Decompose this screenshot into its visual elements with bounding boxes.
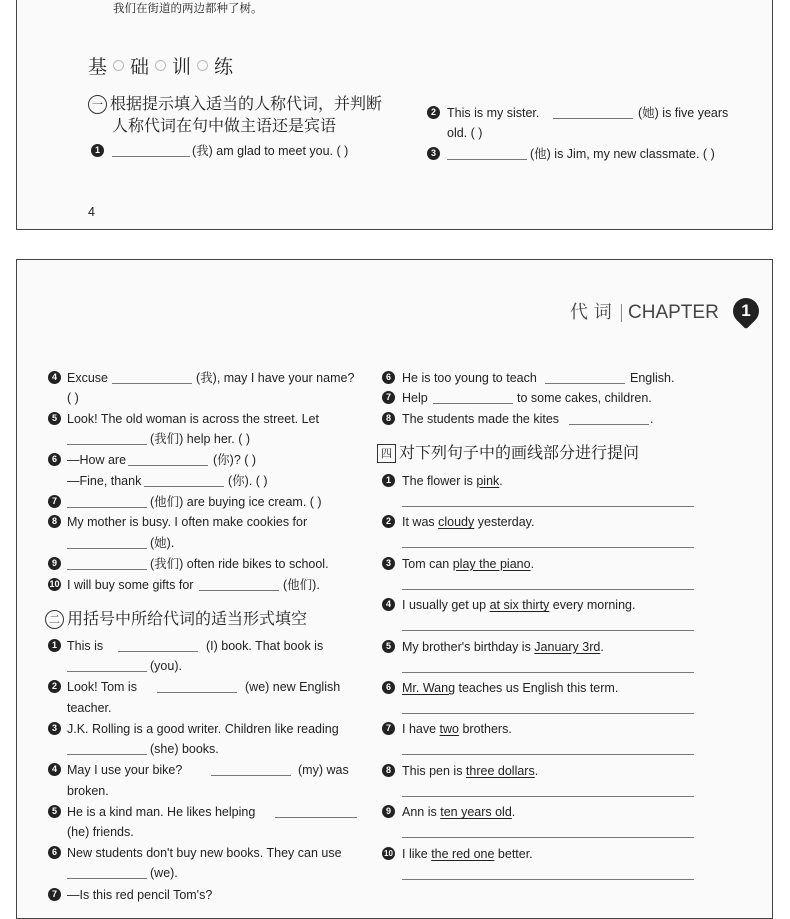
question-text: to some cakes, children.	[517, 391, 652, 405]
sentence-text: yesterday.	[474, 515, 535, 530]
question-text: (我), may I have your name?	[196, 371, 355, 385]
question-text: (她) is five years	[638, 106, 729, 120]
page-top	[16, 0, 773, 230]
answer-blank[interactable]	[157, 692, 237, 693]
underlined-phrase: pink	[476, 474, 500, 488]
question-text: (you).	[150, 659, 182, 673]
chapter-topic: 代 词	[570, 302, 612, 323]
section-title-text: 用括号中所给代词的适当形式填空	[67, 609, 308, 628]
question-sentence	[402, 473, 503, 489]
question-text: —Is this red pencil Tom's?	[67, 888, 213, 902]
sentence-text: .	[600, 639, 604, 654]
question-sentence	[402, 639, 604, 655]
answer-blank[interactable]	[275, 817, 357, 818]
answer-blank[interactable]	[447, 159, 527, 160]
dot-icon	[113, 60, 124, 71]
question-number: 5	[382, 640, 395, 653]
basic-training-heading	[88, 55, 233, 79]
question-text: (他们).	[283, 578, 320, 592]
dot-icon	[155, 60, 166, 71]
answer-blank[interactable]	[199, 590, 279, 591]
question-number: 8	[382, 764, 395, 777]
question-number: 1	[91, 144, 104, 157]
answer-blank[interactable]	[67, 444, 147, 445]
question-number: 9	[48, 557, 61, 570]
question-number: 1	[382, 474, 395, 487]
question-text: (we).	[150, 866, 178, 880]
question-text: —Fine, thank	[67, 474, 142, 488]
underlined-phrase: the red one	[431, 846, 495, 861]
sentence-text: every morning.	[549, 598, 636, 613]
question-number: 7	[382, 722, 395, 735]
question-number: 8	[382, 412, 395, 425]
underlined-phrase: ten years old	[440, 805, 512, 820]
heading-char: 基	[88, 56, 108, 78]
answer-line[interactable]	[402, 672, 694, 673]
answer-blank[interactable]	[433, 403, 513, 404]
question-text: Help	[402, 391, 428, 405]
question-number: 8	[48, 515, 61, 528]
section-marker: 一	[88, 95, 107, 114]
underlined-phrase: January 3rd	[534, 639, 601, 654]
section-1-title-line2: 人称代词在句中做主语还是宾语	[112, 116, 337, 135]
sentence-text: Ann is	[402, 805, 441, 820]
sentence-text: better.	[494, 846, 533, 861]
question-text: Look! The old woman is across the street. Let	[67, 412, 319, 426]
section-1-title	[88, 94, 382, 114]
sentence-text: This pen is	[402, 763, 466, 778]
question-text: Look! Tom is	[67, 680, 137, 694]
question-text: This is my sister.	[447, 106, 540, 120]
underlined-phrase: two	[439, 722, 459, 737]
answer-line[interactable]	[402, 630, 694, 631]
section-marker: 二	[45, 610, 64, 629]
question-number: 6	[382, 681, 395, 694]
question-text: .	[650, 412, 654, 426]
sentence-text: Tom can	[402, 556, 453, 571]
answer-line[interactable]	[402, 506, 694, 507]
underlined-phrase: play the piano	[452, 556, 531, 571]
question-text: (他们) are buying ice cream. ( )	[150, 495, 322, 509]
question-number: 2	[48, 680, 61, 693]
question-text: My mother is busy. I often make cookies for	[67, 515, 308, 529]
underlined-phrase: at six thirty	[489, 598, 550, 613]
question-text: ( )	[67, 391, 79, 405]
question-text: old. ( )	[447, 126, 483, 140]
question-text: (我) am glad to meet you. ( )	[192, 144, 349, 158]
question-sentence	[402, 680, 618, 696]
question-text: New students don't buy new books. They can use	[67, 846, 342, 860]
section-4-title	[377, 443, 639, 463]
question-number: 10	[382, 847, 395, 860]
carry-over-sentence: 我们在街道的两边都种了树。	[113, 3, 263, 15]
answer-blank[interactable]	[67, 569, 147, 570]
question-text: (你)? ( )	[213, 453, 257, 467]
answer-line[interactable]	[402, 837, 694, 838]
answer-line[interactable]	[402, 589, 694, 590]
question-sentence	[402, 514, 534, 530]
underlined-phrase: Mr. Wang	[402, 681, 456, 695]
question-sentence	[402, 763, 538, 779]
question-number: 7	[48, 888, 61, 901]
question-text: J.K. Rolling is a good writer. Children like reading	[67, 722, 339, 736]
sentence-text: I have	[402, 722, 440, 737]
question-text: English.	[630, 371, 675, 385]
question-text: (I) book. That book is	[206, 639, 324, 653]
question-number: 5	[48, 412, 61, 425]
question-number: 6	[48, 846, 61, 859]
answer-blank[interactable]	[211, 775, 291, 776]
answer-blank[interactable]	[112, 383, 192, 384]
answer-blank[interactable]	[67, 878, 147, 879]
chapter-label: CHAPTER	[628, 302, 719, 323]
section-marker: 四	[377, 444, 396, 463]
question-number: 3	[48, 722, 61, 735]
sentence-text: .	[511, 805, 516, 820]
question-text: May I use your bike?	[67, 763, 183, 777]
answer-line[interactable]	[402, 547, 694, 548]
question-text: (你). ( )	[228, 474, 268, 488]
underlined-phrase: three dollars	[465, 763, 535, 778]
question-number: 4	[48, 371, 61, 384]
question-number: 2	[382, 515, 395, 528]
underlined-phrase: cloudy	[438, 515, 475, 530]
sentence-text: I like	[402, 846, 432, 861]
question-text: Excuse	[67, 371, 108, 385]
question-number: 7	[48, 495, 61, 508]
section-title-text: 对下列句子中的画线部分进行提问	[399, 443, 640, 462]
dot-icon	[197, 60, 208, 71]
answer-blank[interactable]	[112, 156, 190, 157]
question-number: 7	[382, 391, 395, 404]
question-text: teacher.	[67, 701, 112, 715]
question-sentence	[402, 556, 534, 572]
answer-line[interactable]	[402, 879, 694, 880]
question-sentence	[402, 804, 515, 820]
question-number: 3	[427, 147, 440, 160]
answer-blank[interactable]	[128, 465, 208, 466]
sentence-text: teaches us English this term.	[455, 681, 619, 695]
heading-char: 础	[130, 56, 150, 78]
question-number: 4	[48, 763, 61, 776]
chapter-number: 1	[741, 301, 751, 320]
question-text: broken.	[67, 784, 109, 798]
sentence-text: My brother's birthday is	[402, 639, 535, 654]
section-title-line: 根据提示填入适当的人称代词，并判断	[110, 94, 383, 113]
sentence-text: .	[530, 556, 535, 571]
question-number: 1	[48, 639, 61, 652]
question-text: (他) is Jim, my new classmate. ( )	[530, 147, 715, 161]
answer-blank[interactable]	[553, 118, 633, 119]
question-number: 5	[48, 805, 61, 818]
answer-blank[interactable]	[67, 507, 147, 508]
sentence-text: .	[534, 763, 539, 778]
question-text: I will buy some gifts for	[67, 578, 194, 592]
question-text: (she) books.	[150, 742, 219, 756]
question-text: (my) was	[298, 763, 349, 777]
sentence-text: brothers.	[458, 722, 512, 737]
answer-line[interactable]	[402, 754, 694, 755]
question-sentence	[402, 721, 512, 737]
question-text: (我们) often ride bikes to school.	[150, 557, 329, 571]
heading-char: 训	[172, 56, 192, 78]
question-number: 9	[382, 805, 395, 818]
question-sentence	[402, 846, 533, 862]
question-text: (她).	[150, 536, 175, 550]
answer-blank[interactable]	[118, 651, 198, 652]
answer-blank[interactable]	[545, 383, 625, 384]
answer-blank[interactable]	[67, 548, 147, 549]
answer-line[interactable]	[402, 796, 694, 797]
question-text: This is	[67, 639, 104, 653]
question-number: 6	[382, 371, 395, 384]
question-number: 2	[427, 106, 440, 119]
question-text: He is a kind man. He likes helping	[67, 805, 256, 819]
header-divider	[621, 304, 622, 322]
page-number: 4	[88, 205, 95, 219]
answer-blank[interactable]	[67, 754, 147, 755]
question-sentence	[402, 597, 635, 613]
answer-line[interactable]	[402, 713, 694, 714]
question-text: —How are	[67, 453, 127, 467]
page-bottom	[16, 259, 773, 919]
heading-char: 练	[214, 56, 234, 78]
question-text: The students made the kites	[402, 412, 560, 426]
question-text: (he) friends.	[67, 825, 134, 839]
sentence-text: The flower is	[402, 474, 477, 488]
sentence-text: .	[499, 474, 503, 488]
question-number: 4	[382, 598, 395, 611]
section-2-title	[45, 609, 307, 629]
question-number: 3	[382, 557, 395, 570]
sentence-text: I usually get up	[402, 598, 490, 613]
answer-blank[interactable]	[144, 486, 224, 487]
question-text: (we) new English	[245, 680, 341, 694]
question-number: 10	[49, 579, 60, 589]
question-text: He is too young to teach	[402, 371, 537, 385]
question-number: 6	[48, 453, 61, 466]
sentence-text: It was	[402, 515, 439, 530]
question-text: (我们) help her. ( )	[150, 432, 251, 446]
answer-blank[interactable]	[569, 424, 649, 425]
answer-blank[interactable]	[67, 671, 147, 672]
